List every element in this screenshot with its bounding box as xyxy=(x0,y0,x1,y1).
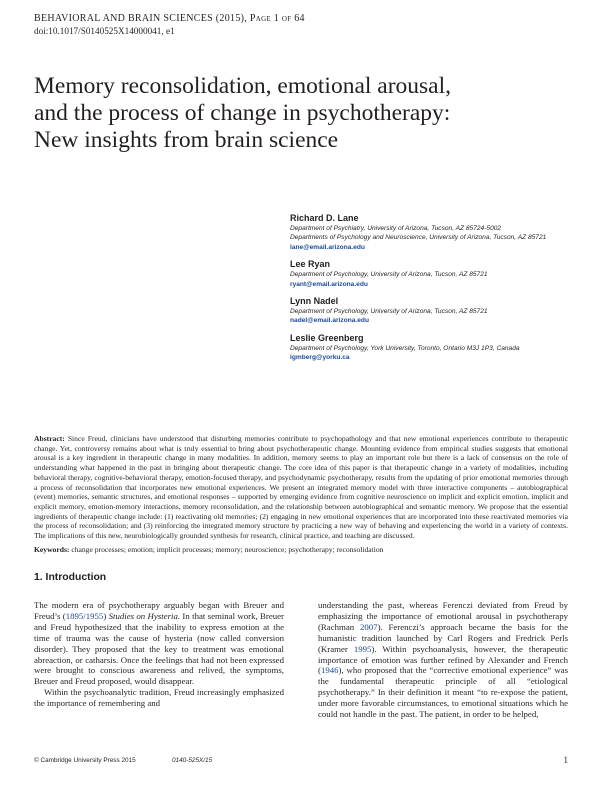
author-email[interactable]: nadel@email.arizona.edu xyxy=(290,317,369,325)
paragraph xyxy=(318,600,568,720)
author-affiliation: Department of Psychiatry, University of Arizona, Tucson, AZ 85724-5002 xyxy=(290,225,502,232)
author-block xyxy=(290,258,570,289)
text-run: ). Ferenczi’s approach became the basis for the humanistic tradition launched by Carl Rogers and Fredrick Perls (Kramer xyxy=(318,621,568,654)
journal-citation: BEHAVIORAL AND BRAIN SCIENCES (2015), Page 1 of 64 xyxy=(34,13,305,24)
book-title: Studies on Hysteria. xyxy=(108,610,181,621)
text-run: understanding the past, whereas Ferenczi deviated from Freud by emphasizing the importance of emotional arousal in psychotherapy (Rachman xyxy=(318,600,568,632)
body-column-right xyxy=(318,600,568,720)
abstract-label: Abstract: xyxy=(34,434,65,443)
text-run: ), who proposed that the “corrective emotional experience” was the fundamental therapeutic principle of all “etiological psychotherapy.” In their definition it meant “to re-expose the patient, under more favorable circumstances, to emotional situations which he could not handle in the past. The patient, in order to be helped, xyxy=(318,665,568,720)
text-run: In that seminal work, Breuer and Freud hypothesized that the inability to express emotion at the time of trauma was the cause of hysteria (now called conversion disorder). They proposed that the key to treatment was emotional abreaction, or catharsis. Once the feelings that had not been expressed were brought to conscious awareness and relived, the symptoms, Breuer and Freud proposed, would disappear. xyxy=(34,610,284,687)
article-title: Memory reconsolidation, emotional arousal, and the process of change in psychotherapy: New insights from brain science xyxy=(34,73,452,153)
author-email[interactable]: ryant@email.arizona.edu xyxy=(290,280,368,288)
body-column-left xyxy=(34,600,284,709)
citation-link[interactable]: 1895/1955 xyxy=(65,610,104,621)
author-name: Leslie Greenberg xyxy=(290,332,364,343)
author-affiliation: Department of Psychology, University of Arizona, Tucson, AZ 85721 xyxy=(290,271,488,279)
author-email[interactable]: lane@email.arizona.edu xyxy=(290,243,365,251)
text-run: The modern era of psychotherapy arguably began with Breuer and Freud’s ( xyxy=(34,600,284,621)
issn: 0140-525X/15 xyxy=(172,757,213,764)
keywords-text: change processes; emotion; implicit processes; memory; neuroscience; psychotherapy; reconsolidation xyxy=(71,545,384,554)
author-name: Richard D. Lane xyxy=(290,213,359,223)
author-affiliation: Department of Psychology, York University, Toronto, Ontario M3J 1P3, Canada xyxy=(290,344,520,352)
author-block xyxy=(290,295,570,326)
keywords-label: Keywords: xyxy=(34,545,70,554)
doi[interactable]: doi:10.1017/S0140525X14000041, e1 xyxy=(34,26,175,36)
paragraph: Within the psychoanalytic tradition, Freud increasingly emphasized the importance of remembering and xyxy=(34,687,284,709)
author-affiliation: Departments of Psychology and Neuroscience, University of Arizona, Tucson, AZ 85721 xyxy=(290,234,547,242)
citation-link[interactable]: 1946 xyxy=(320,665,339,676)
author-name: Lee Ryan xyxy=(290,259,331,270)
author-email[interactable]: lgmberg@yorku.ca xyxy=(290,354,350,362)
section-heading: 1. Introduction xyxy=(34,572,107,583)
text-run: ). Within psychoanalysis, however, the therapeutic importance of emotion was further refined by Alexander and French ( xyxy=(318,643,568,676)
author-block xyxy=(290,212,570,252)
citation-link[interactable]: 1995 xyxy=(353,643,372,654)
text-run: ) xyxy=(103,610,109,621)
paragraph xyxy=(34,600,284,687)
author-block xyxy=(290,332,570,363)
author-name: Lynn Nadel xyxy=(290,296,339,307)
abstract-text: Since Freud, clinicians have understood that disturbing memories contribute to psychopathology and that new emotional experiences contribute to therapeutic change. Yet, controversy remains about what is truly essential to bring about psychotherapeutic change. Mounting evidence from empirical studies suggests that emotional arousal is a key ingredient in therapeutic change in many modalities. In addition, memory seems to play an important role but there is a lack of consensus on the role of understanding what happened in the past in bringing about therapeutic change. The core idea of this paper is that therapeutic change in a variety of modalities, including behavioral therapy, cognitive-behavioral therapy, emotion-focused therapy, and psychodynamic psychotherapy, results from the updating of prior emotional memories through a process of reconsolidation that incorporates new emotional experiences. We present an integrated memory model with three interactive components – autobiographical (event) memories, semantic structures, and emotional responses – supported by emerging evidence from cognitive neuroscience on implicit and explicit emotion, implicit and explicit memory, emotion-memory interactions, memory reconsolidation, and the relationship between autobiographical and semantic memory. We propose that the essential ingredients of therapeutic change include: (1) reactivating old memories; (2) engaging in new emotional experiences that are incorporated into these reactivated memories via the process of reconsolidation; and (3) reinforcing the integrated memory structure by practicing a new way of behaving and experiencing the world in a variety of contexts. The implications of this new, neurobiologically grounded synthesis for research, clinical practice, and teaching are discussed. xyxy=(34,434,568,541)
author-affiliation: Department of Psychology, University of Arizona, Tucson, AZ 85721 xyxy=(290,308,488,316)
abstract xyxy=(34,434,568,541)
citation-link[interactable]: 2007 xyxy=(359,621,378,632)
copyright: © Cambridge University Press 2015 xyxy=(34,757,136,764)
keywords xyxy=(34,545,568,555)
author-list xyxy=(290,212,570,369)
page-number: 1 xyxy=(563,755,568,765)
running-header xyxy=(34,13,305,37)
